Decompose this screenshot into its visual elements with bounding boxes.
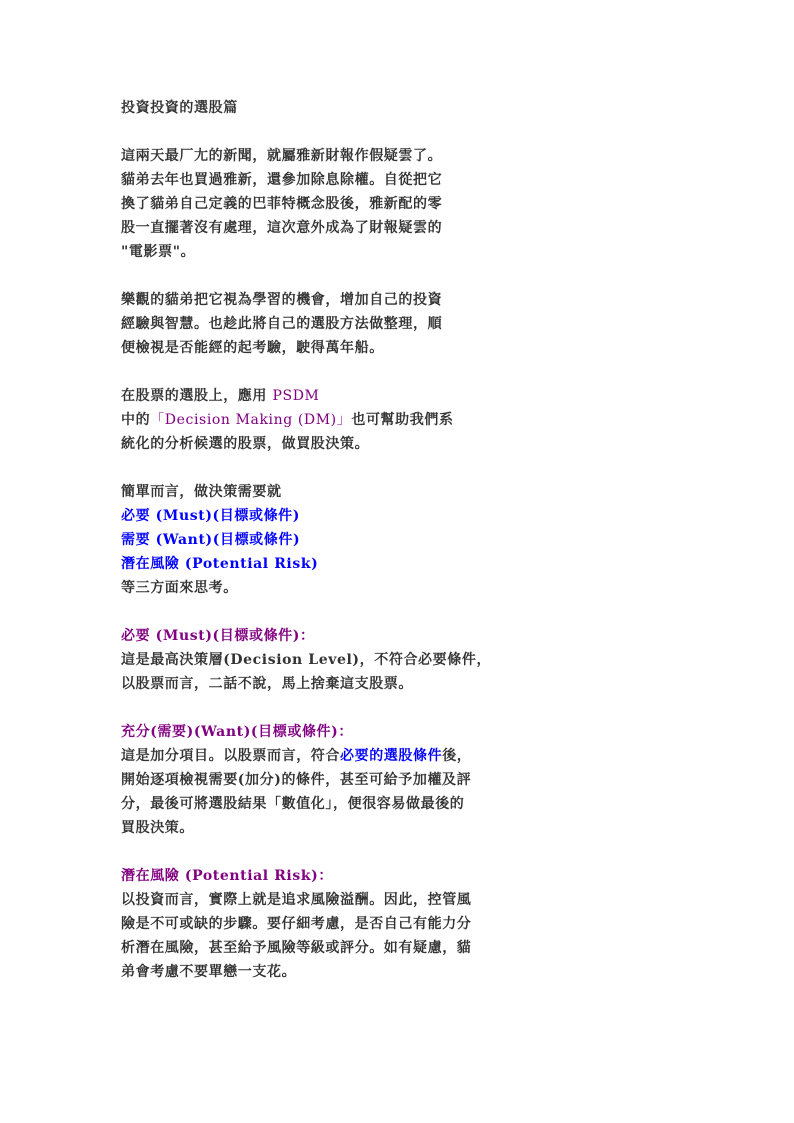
paragraph-line — [121, 384, 521, 408]
decision-list — [121, 480, 521, 600]
paragraph-line: "電影票"。 — [121, 244, 196, 260]
line-text: 這是加分項目。以股票而言，符合 — [121, 748, 340, 764]
dm-term: 「Decision Making (DM)」 — [150, 412, 352, 428]
paragraph-line: 買股決策。 — [121, 820, 194, 836]
line-text: 在股票的選股上，應用 — [121, 388, 273, 404]
paragraph-line: 股一直擺著沒有處理，這次意外成為了財報疑雲的 — [121, 220, 443, 236]
paragraph-line: 簡單而言，做決策需要就 — [121, 484, 282, 500]
must-item: 必要 (Must)(目標或條件) — [121, 508, 300, 524]
want-section — [121, 720, 521, 840]
paragraph-line: 這是最高決策層(Decision Level)，不符合必要條件， — [121, 652, 492, 668]
article — [121, 96, 521, 984]
line-text: 也可幫助我們系 — [351, 412, 454, 428]
psdm-paragraph — [121, 384, 521, 456]
paragraph-line: 分，最後可將選股結果「數值化」，便很容易做最後的 — [121, 796, 465, 812]
paragraph-line — [121, 408, 521, 432]
paragraph-line: 統化的分析候選的股票，做買股決策。 — [121, 436, 370, 452]
paragraph-line: 弟會考慮不要單戀一支花。 — [121, 964, 297, 980]
risk-item: 潛在風險 (Potential Risk) — [121, 556, 319, 572]
section-heading: 必要 (Must)(目標或條件)： — [121, 628, 315, 644]
paragraph-spacer — [121, 456, 521, 480]
line-text: 中的 — [121, 412, 151, 428]
paragraph-line: 開始逐項檢視需要(加分)的條件，甚至可給予加權及評 — [121, 772, 472, 788]
paragraph-line: 這兩天最厂尢的新聞，就屬雅新財報作假疑雲了。 — [121, 148, 443, 164]
paragraph-line: 樂觀的貓弟把它視為學習的機會，增加自己的投資 — [121, 292, 443, 308]
section-heading: 充分(需要)(Want)(目標或條件)： — [121, 724, 353, 740]
paragraph-line: 險是不可或缺的步驟。要仔細考慮，是否自己有能力分 — [121, 916, 472, 932]
must-section — [121, 624, 521, 696]
risk-section — [121, 864, 521, 984]
paragraph-spacer — [121, 600, 521, 624]
must-criteria-highlight: 必要的選股條件 — [340, 748, 443, 764]
paragraph-spacer — [121, 840, 521, 864]
psdm-term: PSDM — [272, 388, 320, 404]
section-heading: 潛在風險 (Potential Risk)： — [121, 868, 333, 884]
want-item: 需要 (Want)(目標或條件) — [121, 532, 301, 548]
learning-paragraph — [121, 288, 521, 360]
paragraph-line: 以股票而言，二話不說，馬上捨棄這支股票。 — [121, 676, 413, 692]
paragraph-spacer — [121, 360, 521, 384]
intro-paragraph — [121, 144, 521, 264]
paragraph-line: 貓弟去年也買過雅新，還參加除息除權。自從把它 — [121, 172, 443, 188]
paragraph-line: 經驗與智慧。也趁此將自己的選股方法做整理，順 — [121, 316, 443, 332]
paragraph-line: 以投資而言，實際上就是追求風險溢酬。因此，控管風 — [121, 892, 472, 908]
paragraph-spacer — [121, 264, 521, 288]
paragraph-line: 便檢視是否能經的起考驗，駛得萬年船。 — [121, 340, 384, 356]
paragraph-spacer — [121, 696, 521, 720]
paragraph-line — [121, 744, 521, 768]
line-text: 後， — [442, 748, 472, 764]
paragraph-line: 析潛在風險，甚至給予風險等級或評分。如有疑慮，貓 — [121, 940, 472, 956]
paragraph-line: 換了貓弟自己定義的巴菲特概念股後，雅新配的零 — [121, 196, 443, 212]
paragraph-line: 等三方面來思考。 — [121, 580, 238, 596]
article-title: 投資投資的選股篇 — [121, 100, 238, 116]
